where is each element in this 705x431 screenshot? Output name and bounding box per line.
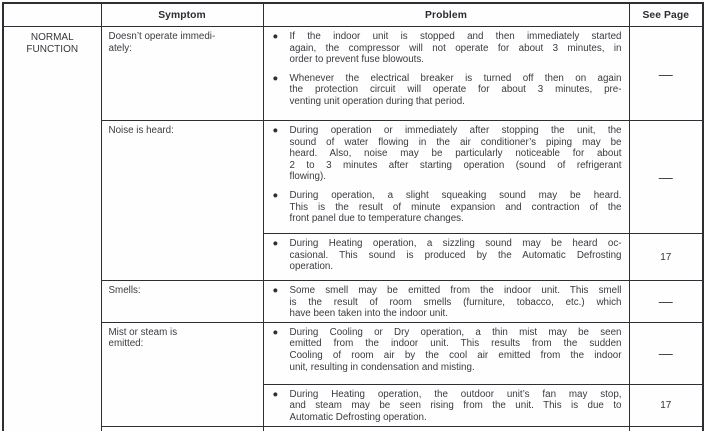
bullet-icon: ● — [272, 72, 279, 84]
problem-text: During Cooling or Dry operation, a thin mist may be seen emitted from the indoor unit. This results from the sudden Cooling of room air by the cool air emitted from the indoor unit, resulting in condensation and misting. — [289, 326, 622, 373]
header-see-page: See Page — [629, 3, 703, 27]
cutoff-row — [3, 426, 703, 431]
troubleshooting-table — [2, 2, 704, 431]
bullet-icon: ● — [272, 31, 279, 42]
see-page-cell: — — [629, 322, 703, 384]
problem-bullet — [273, 125, 622, 183]
problem-cell — [263, 322, 629, 384]
problem-cell — [263, 234, 629, 281]
header-problem: Problem — [263, 3, 629, 27]
see-page-cell: — — [629, 281, 703, 323]
symptom-cell — [101, 426, 263, 431]
header-symptom: Symptom — [101, 3, 263, 27]
problem-text: If the indoor unit is stopped and then immediately started again, the compressor will not operate for about 3 minutes, in order to prevent fuse blowouts. — [289, 31, 622, 66]
bullet-icon: ● — [272, 125, 279, 136]
table-row — [3, 322, 703, 384]
problem-bullet — [273, 31, 622, 66]
problem-text: Whenever the electrical breaker is turned off then on again the protection circuit will operate for about 3 minutes, pre- venting unit operation during that period. — [289, 72, 622, 107]
symptom-cell: Doesn’t operate immedi- ately: — [101, 27, 263, 121]
problem-bullet — [273, 73, 622, 108]
problem-bullet — [273, 389, 622, 424]
problem-text: During operation, a slight squeaking sound may be heard. This is the result of minute expansion and contraction of the front panel due to temperature changes. — [289, 189, 622, 225]
problem-text: During operation or immediately after stopping the unit, the sound of water flowing in the air conditioner’s piping may be heard. Also, noise may be particularly noticeable for about 2 to 3 minutes after starting operation (sound of refrigerant flowing). — [289, 125, 622, 183]
symptom-cell: Noise is heard: — [101, 121, 263, 281]
symptom-cell: Smells: — [101, 281, 263, 323]
problem-bullet — [273, 285, 622, 320]
problem-text: During Heating operation, the outdoor unit’s fan may stop, and steam may be seen rising from the unit. This is due to Automatic Defrosting operation. — [289, 388, 622, 423]
see-page-cell: 17 — [629, 234, 703, 281]
problem-cell — [263, 384, 629, 426]
problem-cell — [263, 426, 629, 431]
bullet-icon: ● — [272, 238, 279, 249]
header-row — [3, 3, 703, 27]
problem-bullet — [273, 238, 622, 273]
bullet-icon: ● — [272, 189, 279, 201]
bullet-icon: ● — [272, 285, 279, 296]
problem-cell — [263, 27, 629, 121]
problem-bullet — [273, 190, 622, 225]
problem-text: During Heating operation, a sizzling sound may be heard oc- casional. This sound is produced by the Automatic Defrosting operation. — [289, 238, 622, 273]
problem-cell — [263, 281, 629, 323]
category-cell-normal-function: NORMAL FUNCTION — [3, 27, 101, 431]
problem-cell — [263, 121, 629, 234]
see-page-cell — [629, 426, 703, 431]
bullet-icon: ● — [272, 326, 279, 338]
header-category — [3, 3, 101, 27]
table-row — [3, 281, 703, 323]
see-page-cell: — — [629, 27, 703, 121]
table-row — [3, 121, 703, 234]
symptom-cell: Mist or steam is emitted: — [101, 322, 263, 426]
problem-text: Some smell may be emitted from the indoor unit. This smell is the result of room smells (furniture, tobacco, etc.) which have been taken into the indoor unit. — [289, 285, 622, 320]
see-page-cell: 17 — [629, 384, 703, 426]
table-row — [3, 27, 703, 121]
see-page-cell: — — [629, 121, 703, 234]
bullet-icon: ● — [272, 388, 279, 400]
problem-bullet — [273, 327, 622, 373]
